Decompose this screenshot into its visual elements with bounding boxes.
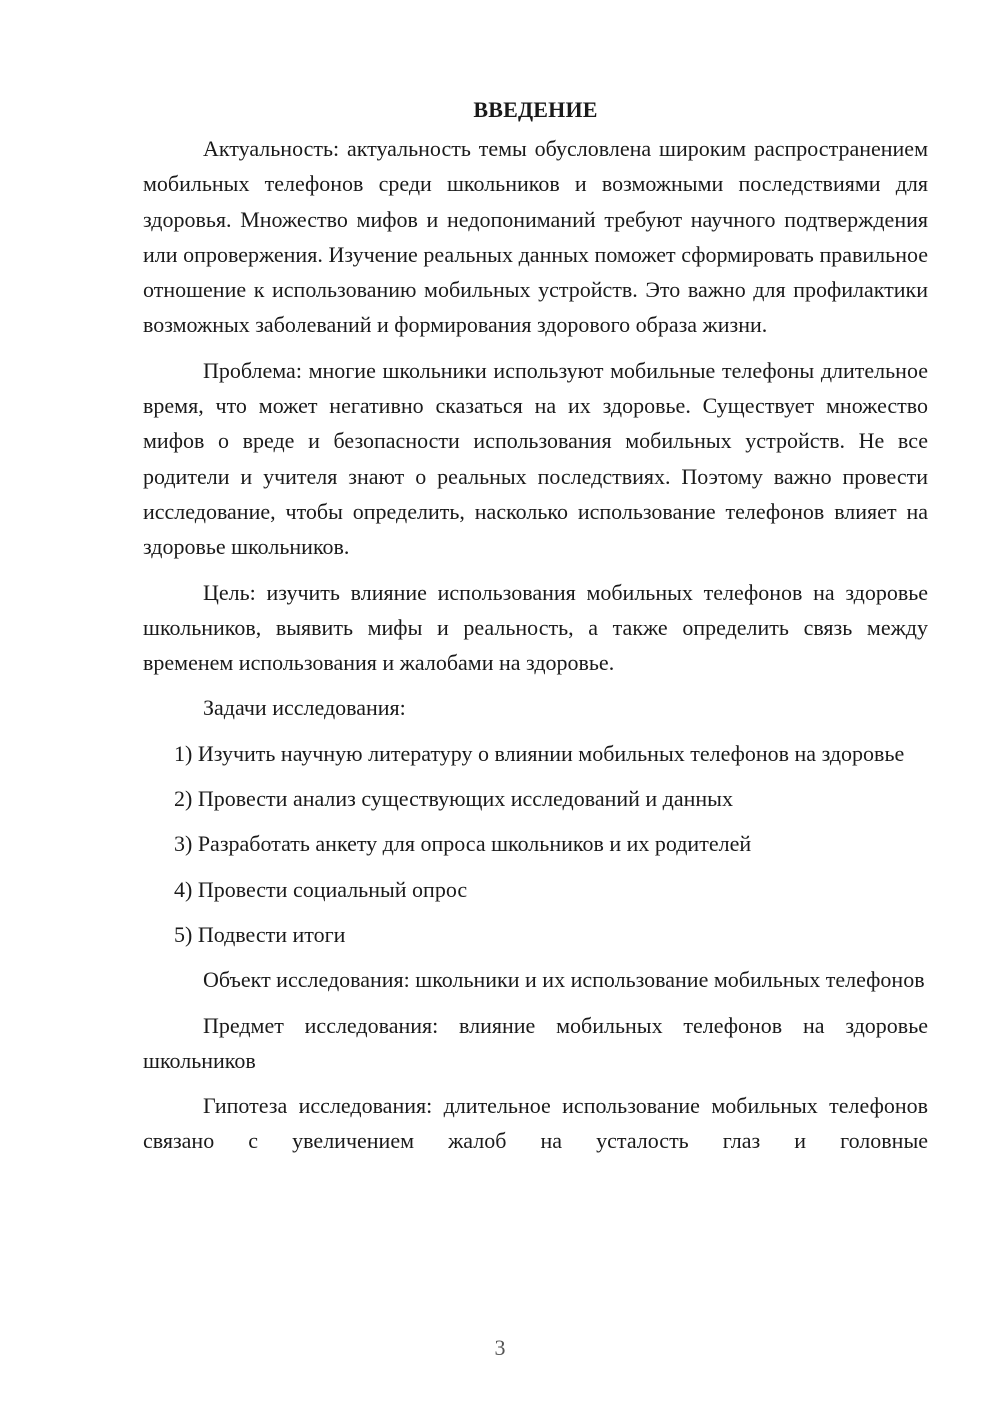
page-number: 3 [494,1335,506,1360]
hypothesis-paragraph: Гипотеза исследования: длительное использование мобильных телефонов связано с увеличением жалоб на усталость глаз и головные [143,1093,928,1154]
goal-paragraph: Цель: изучить влияние использования мобильных телефонов на здоровье школьников, выявить мифы и реальность, а также определить связь между временем использования и жалобами на здоровье. [143,579,928,676]
task-item: 2) Провести анализ существующих исследований и данных [174,786,733,812]
relevance-paragraph: Актуальность: актуальность темы обусловлена широким распространением мобильных телефонов среди школьников и возможными последствиями для здоровья. Множество мифов и недопониманий требуют научного подтверждения или опровержения. Изучение реальных данных поможет сформировать правильное отношение к использованию мобильных устройств. Это важно для профилактики возможных заболеваний и формирования здорового образа жизни. [143,136,928,338]
task-item: 3) Разработать анкету для опроса школьников и их родителей [174,831,752,857]
tasks-heading: Задачи исследования: [203,695,406,721]
subject-paragraph: Предмет исследования: влияние мобильных телефонов на здоровье школьников [143,1012,928,1073]
task-item: 5) Подвести итоги [174,921,346,947]
object-paragraph: Объект исследования: школьники и их использование мобильных телефонов [203,967,925,993]
section-title: ВВЕДЕНИЕ [473,97,598,122]
task-item: 1) Изучить научную литературу о влиянии мобильных телефонов на здоровье [174,740,905,766]
problem-paragraph: Проблема: многие школьники используют мобильные телефоны длительное время, что может негативно сказаться на их здоровье. Существует множество мифов о вреде и безопасности использования мобильных устройств. Не все родители и учителя знают о реальных последствиях. Поэтому важно провести исследование, чтобы определить, насколько использование телефонов влияет на здоровье школьников. [143,357,928,560]
task-item: 4) Провести социальный опрос [174,876,468,902]
document-page [143,92,928,1169]
